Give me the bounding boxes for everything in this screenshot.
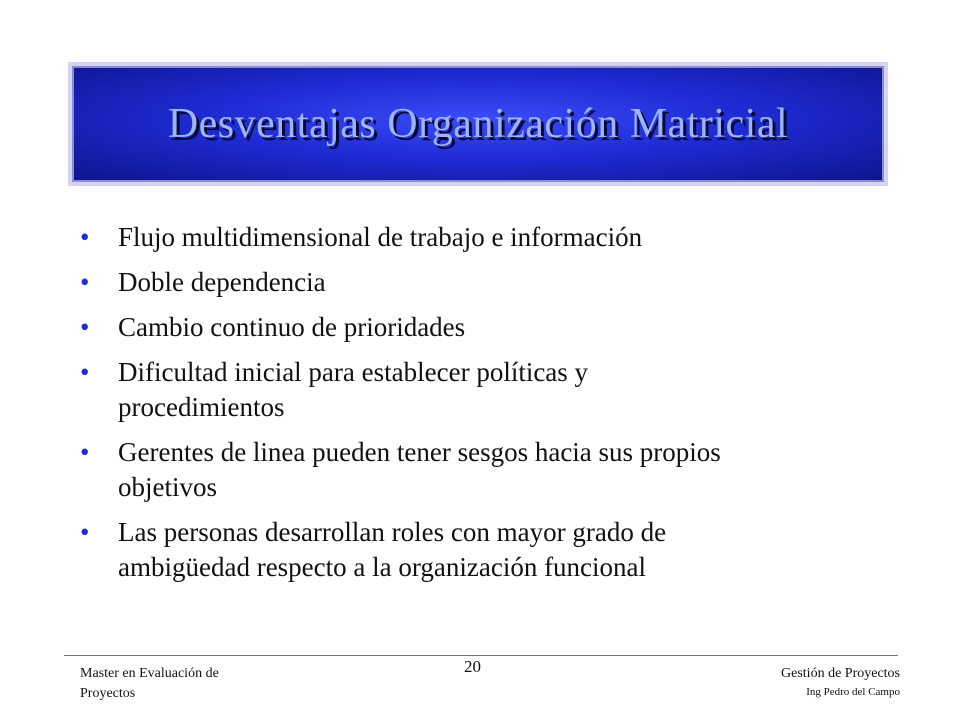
- bullet-text: Flujo multidimensional de trabajo e información: [118, 222, 643, 252]
- bullet-dot-icon: •: [80, 267, 90, 297]
- footer-author-name: Ing Pedro del Campo: [806, 686, 900, 698]
- footer-course-line2: Proyectos: [80, 686, 136, 701]
- footer-course-line1: Master en Evaluación de: [80, 666, 219, 681]
- bullet-dot-icon: •: [80, 312, 90, 342]
- bullet-item: [80, 310, 880, 345]
- bullet-text-continuation: procedimientos: [118, 392, 285, 422]
- page-number: 20: [464, 657, 481, 676]
- bullet-text: Dificultad inicial para establecer políticas y: [118, 357, 589, 387]
- bullet-text: Doble dependencia: [118, 267, 326, 297]
- bullet-item: [80, 515, 880, 585]
- bullet-dot-icon: •: [80, 222, 90, 252]
- footer-course: [80, 664, 280, 704]
- bullet-dot-icon: •: [80, 437, 90, 467]
- footer-subject: Gestión de Proyectos: [781, 666, 900, 681]
- bullet-list: [80, 220, 880, 595]
- bullet-text: Gerentes de linea pueden tener sesgos hacia sus propios: [118, 437, 721, 467]
- bullet-dot-icon: •: [80, 357, 90, 387]
- bullet-text-continuation: objetivos: [118, 472, 217, 502]
- bullet-item: [80, 220, 880, 255]
- bullet-text-continuation: ambigüedad respecto a la organización funcional: [118, 552, 647, 582]
- bullet-text: Las personas desarrollan roles con mayor grado de: [118, 517, 667, 547]
- title-panel: [72, 66, 884, 182]
- bullet-item: [80, 355, 880, 425]
- slide-title: Desventajas Organización Matricial: [167, 101, 789, 147]
- footer-author: [781, 664, 900, 700]
- bullet-item: [80, 265, 880, 300]
- title-banner: [68, 62, 888, 186]
- bullet-item: [80, 435, 880, 505]
- bullet-text: Cambio continuo de prioridades: [118, 312, 466, 342]
- bullet-dot-icon: •: [80, 517, 90, 547]
- footer-divider: [64, 655, 898, 656]
